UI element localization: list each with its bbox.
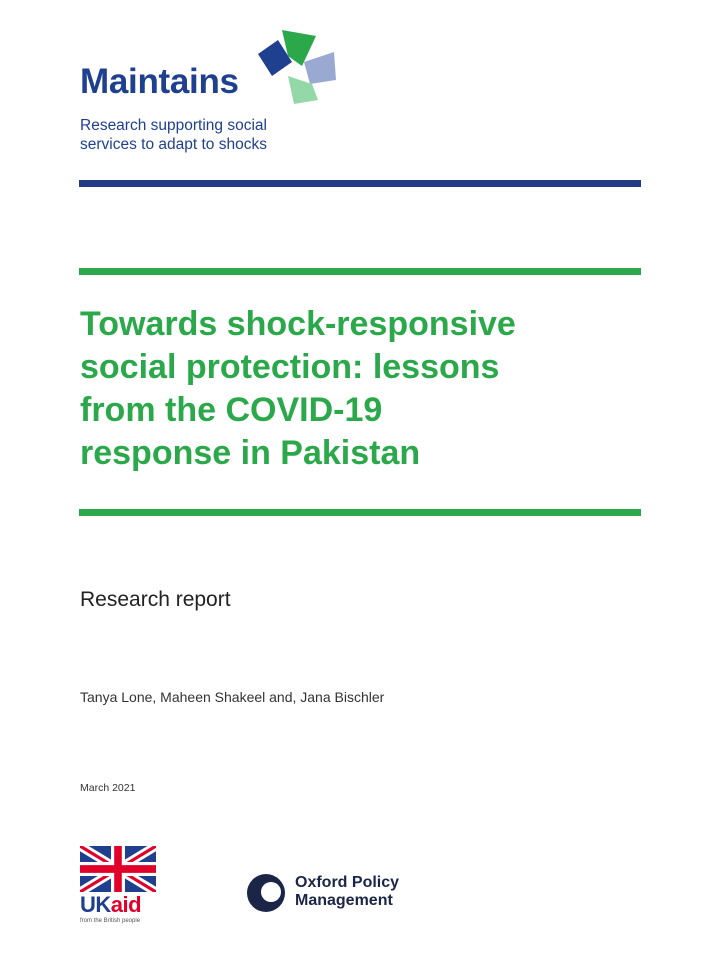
- opm-line-2: Management: [295, 892, 393, 909]
- document-title: [80, 303, 650, 475]
- opm-wordmark: [295, 874, 399, 910]
- ukaid-wordmark: [80, 892, 141, 918]
- tagline-line-1: Research supporting social: [80, 117, 267, 134]
- ukaid-aid: aid: [110, 892, 142, 917]
- brand-tagline: [80, 116, 340, 154]
- title-line-3: from the COVID-19: [80, 391, 383, 429]
- title-top-rule: [79, 268, 641, 275]
- title-bottom-rule: [79, 509, 641, 516]
- publication-date: March 2021: [80, 782, 136, 794]
- opm-line-1: Oxford Policy: [295, 874, 400, 891]
- authors: Tanya Lone, Maheen Shakeel and, Jana Bischler: [80, 689, 385, 705]
- title-line-4: response in Pakistan: [80, 434, 421, 472]
- ukaid-subtitle: from the British people: [80, 918, 141, 924]
- maintains-logo-mark-icon: [252, 26, 342, 110]
- brand-name: Maintains: [80, 62, 239, 101]
- tagline-line-2: services to adapt to shocks: [80, 136, 267, 153]
- document-type: Research report: [80, 588, 231, 611]
- header-divider: [79, 180, 641, 187]
- title-line-2: social protection: lessons: [80, 348, 500, 386]
- ukaid-uk: UK: [80, 892, 111, 917]
- opm-logo-icon: [246, 873, 286, 913]
- title-line-1: Towards shock-responsive: [80, 305, 516, 343]
- ukaid-logo: [80, 846, 158, 928]
- union-jack-flag-icon: [80, 846, 156, 892]
